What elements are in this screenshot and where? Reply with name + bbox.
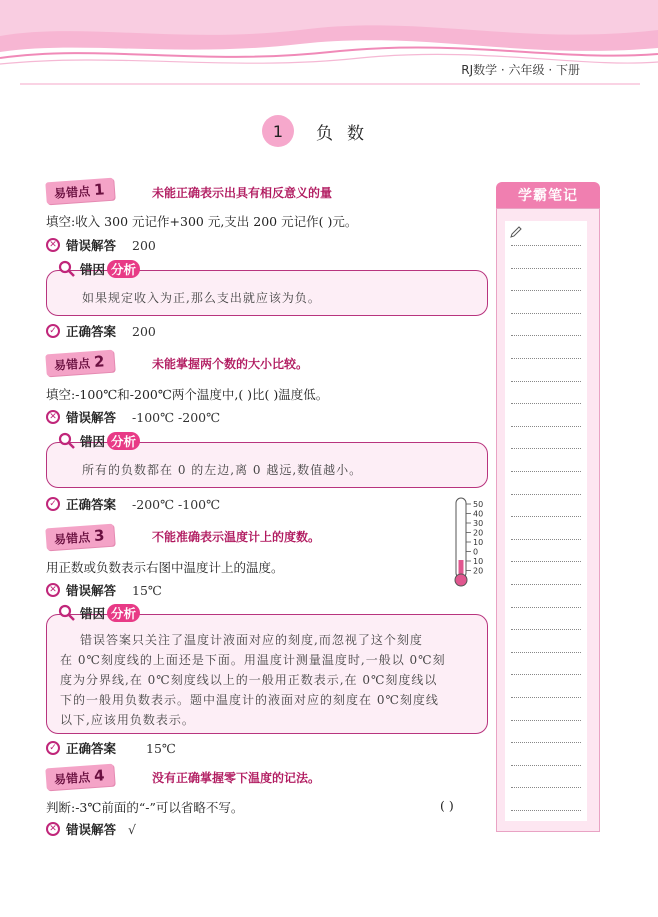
notes-line [511, 245, 581, 246]
check-mark-icon: ✓ [46, 741, 60, 755]
notes-line [511, 313, 581, 314]
question-2: 填空:-100℃和-200℃两个温度中,( )比( )温度低。 [46, 387, 329, 402]
tag-number: 1 [93, 180, 106, 200]
notes-line [511, 810, 581, 811]
notes-line [511, 381, 581, 382]
series-label: RJ数学 · 六年级 · 下册 [461, 63, 580, 77]
question-1: 填空:收入 300 元记作+300 元,支出 200 元记作( )元。 [46, 214, 358, 229]
question-3: 用正数或负数表示右图中温度计上的温度。 [46, 560, 284, 575]
notes-line [511, 471, 581, 472]
error-point-tag-1 [46, 180, 114, 202]
notes-line [511, 697, 581, 698]
notes-line [511, 765, 581, 766]
lesson-name: 负数 [316, 123, 378, 144]
wrong-answer-row-2: ✕ 错误解答 -100℃ -200℃ [46, 408, 220, 426]
analysis-head-1: 错因 分析 [58, 260, 140, 278]
magnifier-icon [58, 432, 76, 450]
thermometer-tick-label: 0 [473, 547, 479, 557]
notes-line [511, 607, 581, 608]
wrong-mark-icon: ✕ [46, 410, 60, 424]
thermometer-tick-label: 20 [473, 528, 484, 538]
notes-line [511, 448, 581, 449]
analysis-text-2: 所有的负数都在 0 的左边,离 0 越远,数值越小。 [82, 463, 363, 477]
right-answer-row-1 [46, 322, 156, 340]
magnifier-icon [58, 604, 76, 622]
notes-title: 学霸笔记 [496, 182, 600, 208]
analysis-text-3: 错误答案只关注了温度计液面对应的刻度,而忽视了这个刻度 在 0℃刻度线的上面还是下面。用温度计测量温度时,一般以 0℃刻 度为分界线,在 0℃刻度线以上的一般用正数表示,在 0℃刻度线以 下的一般用负数表示。题中温度计的液面对应的刻度在 0℃刻度线 以下,应该用负数表示。 [60, 633, 446, 727]
question-4: 判断:-3℃前面的“-”可以省略不写。 [46, 800, 244, 815]
right-label: 正确答案 [66, 324, 117, 339]
notes-line [511, 403, 581, 404]
notes-line [511, 539, 581, 540]
notes-line [511, 335, 581, 336]
analysis-head-3: 错因 分析 [58, 604, 140, 622]
check-mark-icon: ✓ [46, 497, 60, 511]
thermometer-tick-label: 50 [473, 500, 484, 509]
error-point-tag-4: 易错点 4 [46, 766, 114, 788]
wrong-label: 错误解答 [66, 238, 117, 253]
notes-line [511, 652, 581, 653]
thermometer-tick-label: 30 [473, 519, 484, 528]
error-point-tag-3: 易错点 3 [46, 526, 114, 548]
lesson-number: 1 [262, 115, 294, 147]
analysis-head-2: 错因 分析 [58, 432, 140, 450]
error-point-desc-1: 未能正确表示出具有相反意义的量 [152, 186, 333, 200]
wrong-mark-icon: ✕ [46, 583, 60, 597]
thermometer-tick-label: 40 [473, 509, 484, 519]
analysis-text-1: 如果规定收入为正,那么支出就应该为负。 [82, 291, 321, 305]
magnifier-icon [58, 260, 76, 278]
thermometer-tick-label: 10 [473, 538, 484, 547]
notes-line [511, 674, 581, 675]
notes-line [511, 290, 581, 291]
study-notes-panel [496, 182, 600, 832]
error-point-desc-4: 没有正确掌握零下温度的记法。 [152, 771, 321, 785]
notes-line [511, 561, 581, 562]
notes-line [511, 268, 581, 269]
wrong-mark-icon: ✕ [46, 238, 60, 252]
notes-line [511, 787, 581, 788]
check-mark-icon: ✓ [46, 324, 60, 338]
notes-line [511, 629, 581, 630]
notes-line [511, 516, 581, 517]
right-value: 200 [132, 323, 156, 339]
wrong-value: 200 [132, 237, 156, 253]
thermometer-tick-label: 10 [473, 557, 484, 566]
wrong-answer-row-4: ✕ 错误解答 √ [46, 820, 136, 838]
thermometer-tick-label: 20 [473, 566, 484, 576]
wrong-answer-row-1 [46, 236, 156, 254]
lesson-title [262, 116, 378, 146]
right-answer-row-3: ✓ 正确答案 15℃ [46, 739, 176, 757]
right-answer-row-2: ✓ 正确答案 -200℃ -100℃ [46, 495, 220, 513]
notes-line [511, 358, 581, 359]
error-point-desc-3: 不能准确表示温度计上的度数。 [152, 530, 321, 544]
notes-line [511, 426, 581, 427]
error-point-desc-2: 未能掌握两个数的大小比较。 [152, 357, 309, 371]
tag-word: 易错点 [53, 184, 91, 201]
wrong-mark-icon: ✕ [46, 822, 60, 836]
notes-line [511, 584, 581, 585]
notes-line [511, 494, 581, 495]
wrong-answer-row-3: ✕ 错误解答 15℃ [46, 581, 162, 599]
notes-line [511, 742, 581, 743]
pencil-icon [509, 225, 523, 239]
judge-bracket[interactable]: ( ) [440, 798, 454, 813]
notes-writing-area[interactable] [505, 221, 587, 821]
error-point-tag-2: 易错点 2 [46, 352, 114, 374]
notes-line [511, 720, 581, 721]
thermometer-figure [452, 496, 492, 590]
